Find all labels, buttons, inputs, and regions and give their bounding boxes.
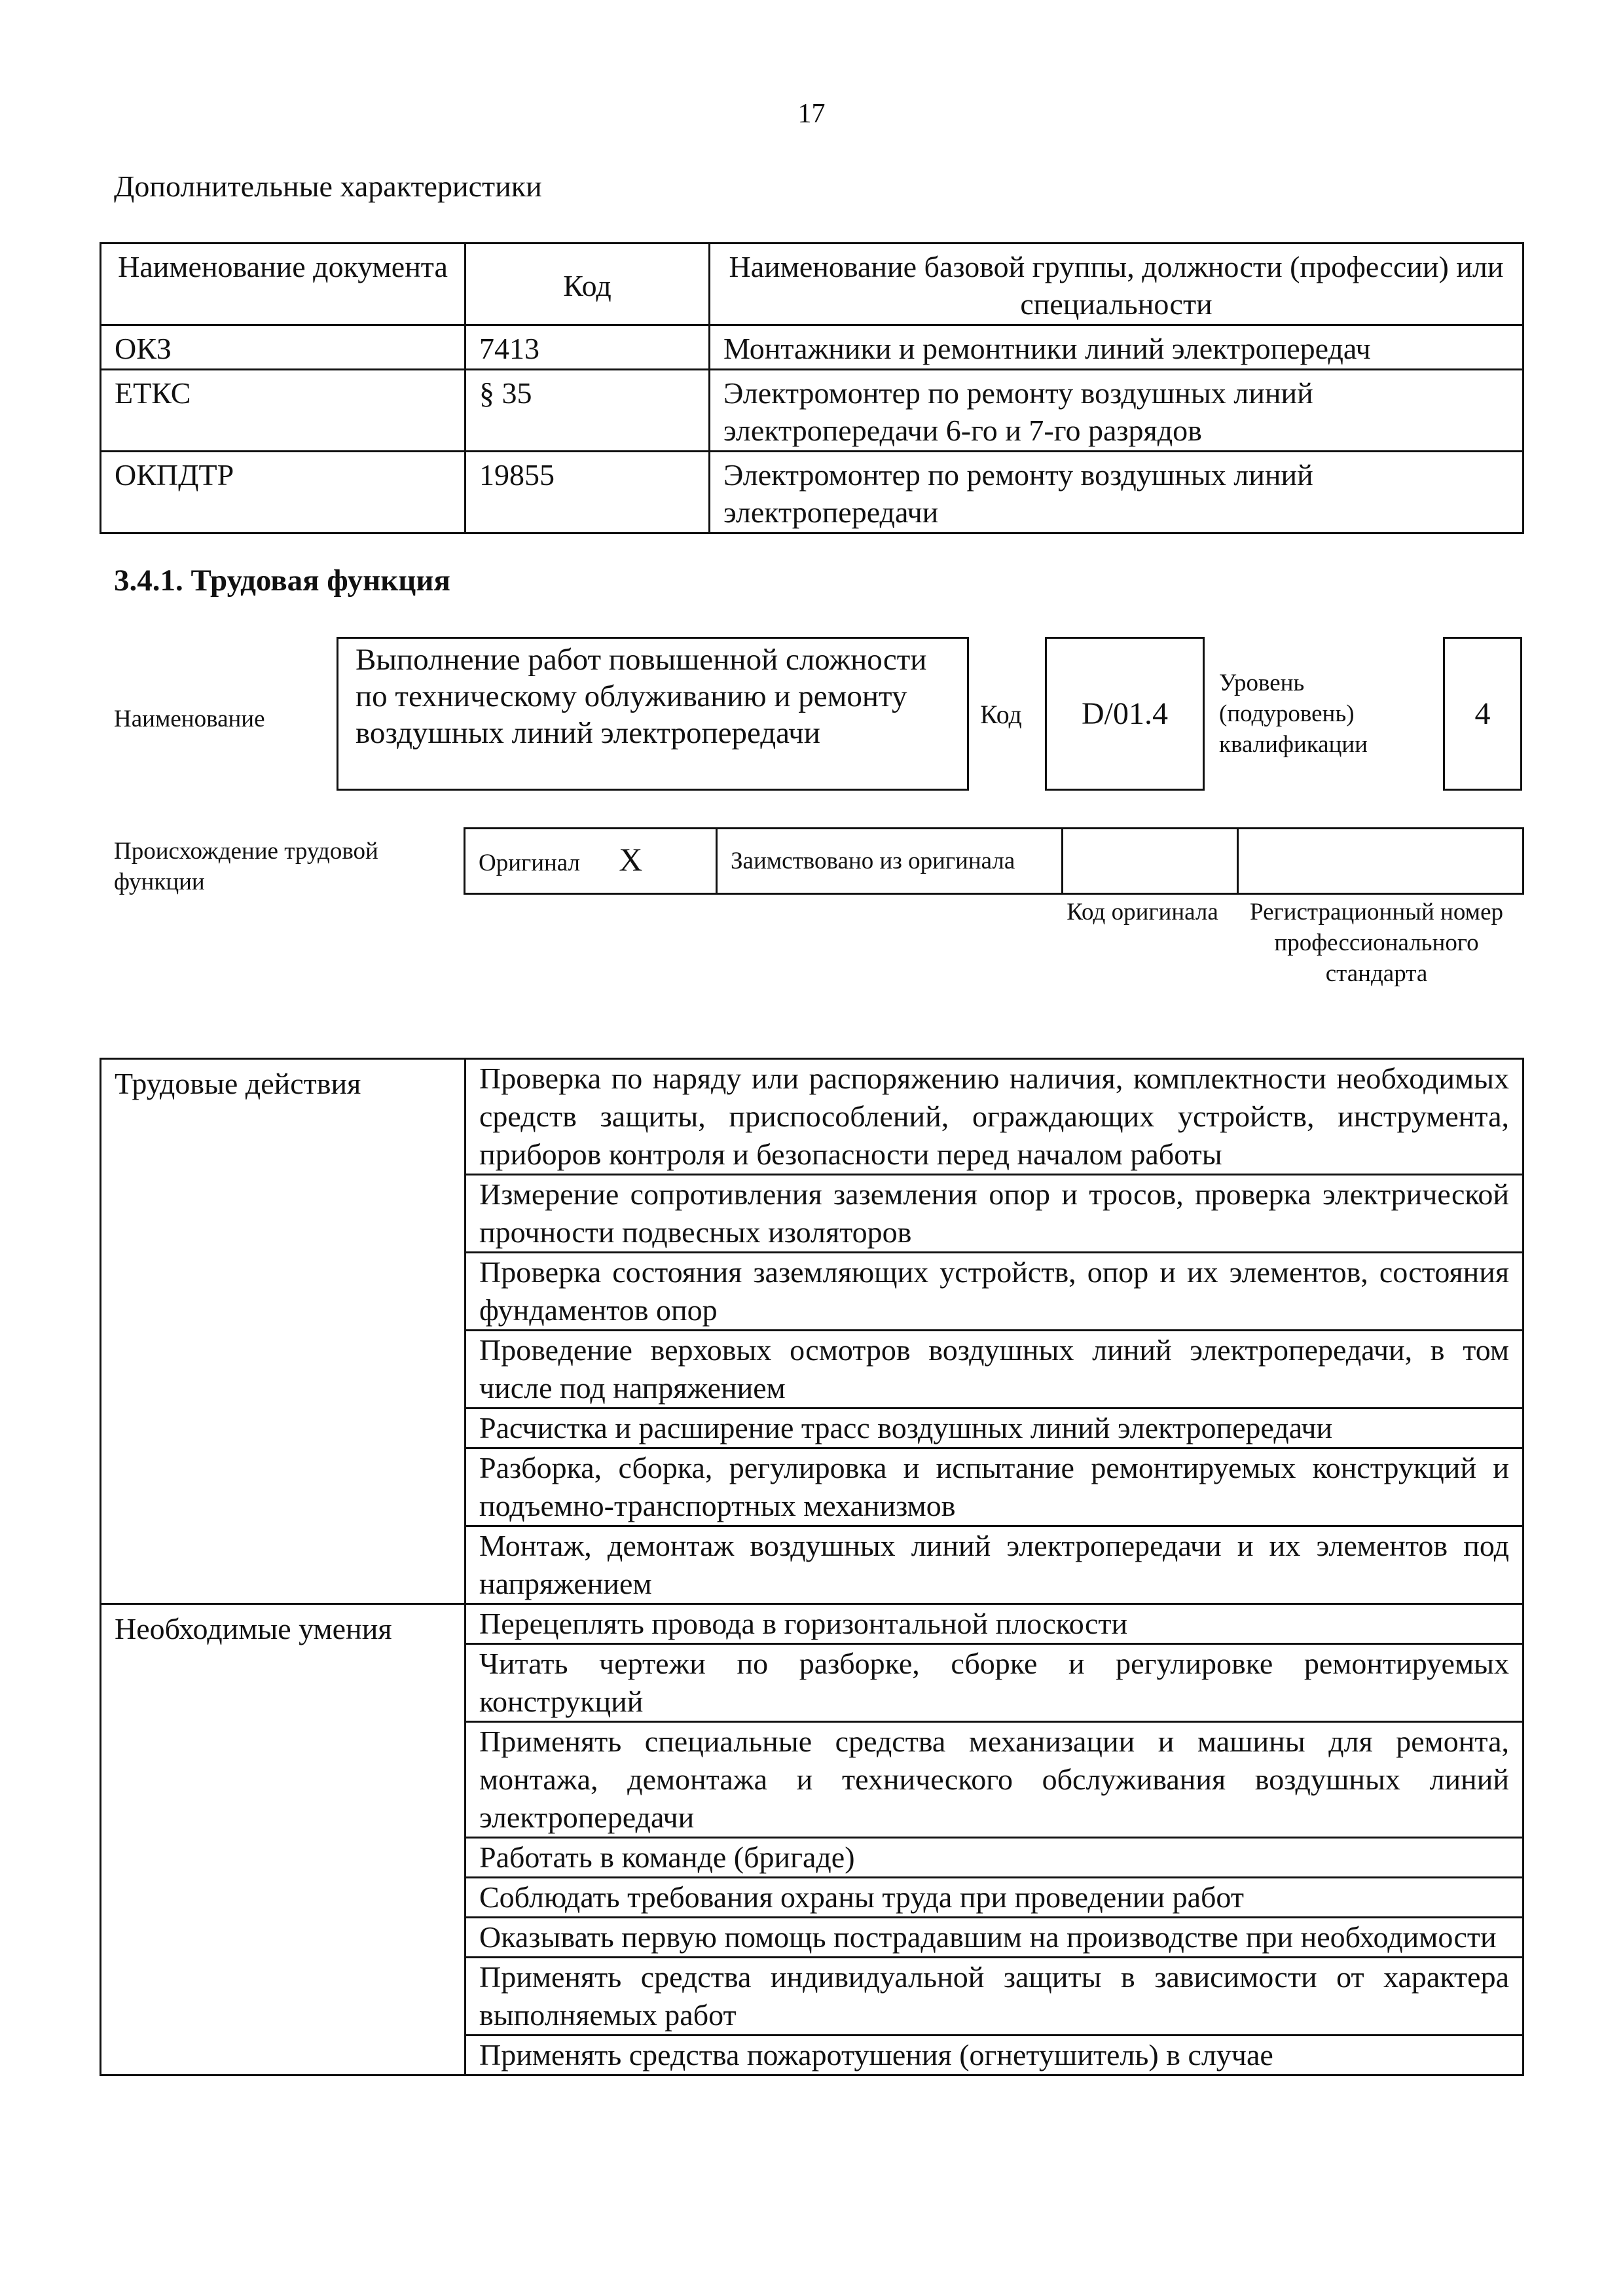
origin-reg-number-cell	[1238, 829, 1523, 894]
table-row	[101, 325, 1523, 370]
labor-actions-item: Проверка по наряду или распоряжению наличия, комплектности необходимых средств защиты, приспособлений, ограждающих устройств, инструмента, приборов контроля и безопасности перед началом работы	[465, 1059, 1523, 1175]
table-row	[101, 370, 1523, 452]
required-skills-label: Необходимые умения	[101, 1604, 465, 2075]
function-title: 3.4.1. Трудовая функция	[114, 564, 450, 598]
origin-row	[465, 829, 1523, 894]
page-number: 17	[797, 99, 826, 129]
required-skills-item: Применять средства пожаротушения (огнетушитель) в случае	[465, 2036, 1523, 2075]
header-document-name: Наименование документа	[101, 243, 465, 325]
required-skills-item: Применять средства индивидуальной защиты в зависимости от характера выполняемых работ	[465, 1958, 1523, 2036]
labor-actions-item: Измерение сопротивления заземления опор и тросов, проверка электрической прочности подвесных изоляторов	[465, 1175, 1523, 1253]
required-skills-item: Соблюдать требования охраны труда при проведении работ	[465, 1878, 1523, 1918]
cell-group: Электромонтер по ремонту воздушных линий электропередачи 6-го и 7-го разрядов	[710, 370, 1523, 452]
qualification-level-box: 4	[1443, 637, 1522, 791]
origin-label: Происхождение трудовой функции	[114, 838, 378, 895]
required-skills-item: Применять специальные средства механизации и машины для ремонта, монтажа, демонтажа и технического обслуживания воздушных линий электропередачи	[465, 1722, 1523, 1838]
required-skills-item: Перецеплять провода в горизонтальной плоскости	[465, 1604, 1523, 1644]
function-code-label: Код	[980, 700, 1022, 729]
labor-actions-item: Расчистка и расширение трасс воздушных линий электропередачи	[465, 1408, 1523, 1448]
function-name-box: Выполнение работ повышенной сложности по техническому облуживанию и ремонту воздушных линий электропередачи	[337, 637, 969, 791]
cell-code: 19855	[465, 452, 710, 533]
table-header-row	[101, 243, 1523, 325]
cell-code: 7413	[465, 325, 710, 370]
required-skills-item: Читать чертежи по разборке, сборке и регулировке ремонтируемых конструкций	[465, 1644, 1523, 1722]
origin-original-label: Оригинал	[479, 849, 581, 876]
cell-group: Монтажники и ремонтники линий электропередач	[710, 325, 1523, 370]
origin-borrowed-cell: Заимствовано из оригинала	[717, 829, 1063, 894]
table-row	[101, 452, 1523, 533]
labor-actions-item: Проверка состояния заземляющих устройств, опор и их элементов, состояния фундаментов опор	[465, 1253, 1523, 1331]
qualification-level-label: Уровень (подуровень) квалификации	[1219, 670, 1368, 758]
function-name-label: Наименование	[114, 706, 265, 732]
table-row	[101, 1059, 1523, 1175]
cell-document: ОКЗ	[101, 325, 465, 370]
required-skills-item: Оказывать первую помощь пострадавшим на производстве при необходимости	[465, 1918, 1523, 1958]
labor-actions-item: Проведение верховых осмотров воздушных линий электропередачи, в том числе под напряжением	[465, 1331, 1523, 1408]
cell-document: ОКПДТР	[101, 452, 465, 533]
section-caption: Дополнительные характеристики	[114, 170, 542, 203]
origin-mark: X	[619, 840, 643, 878]
header-group-name: Наименование базовой группы, должности (профессии) или специальности	[710, 243, 1523, 325]
cell-group: Электромонтер по ремонту воздушных линий электропередачи	[710, 452, 1523, 533]
header-code: Код	[465, 243, 710, 325]
origin-table	[464, 827, 1524, 895]
registration-number-caption: Регистрационный номер профессионального стандарта	[1249, 899, 1503, 987]
table-row	[101, 1604, 1523, 1644]
origin-original-cell	[465, 829, 717, 894]
labor-actions-item: Разборка, сборка, регулировка и испытание ремонтируемых конструкций и подъемно-транспортных механизмов	[465, 1448, 1523, 1526]
cell-document: ЕТКС	[101, 370, 465, 452]
origin-code-cell	[1063, 829, 1238, 894]
labor-function-table	[100, 1058, 1524, 2076]
cell-code: § 35	[465, 370, 710, 452]
required-skills-item: Работать в команде (бригаде)	[465, 1838, 1523, 1878]
additional-characteristics-table	[100, 242, 1524, 534]
labor-actions-label: Трудовые действия	[101, 1059, 465, 1604]
labor-actions-item: Монтаж, демонтаж воздушных линий электропередачи и их элементов под напряжением	[465, 1526, 1523, 1604]
function-code-box: D/01.4	[1045, 637, 1205, 791]
original-code-caption: Код оригинала	[1067, 899, 1218, 925]
